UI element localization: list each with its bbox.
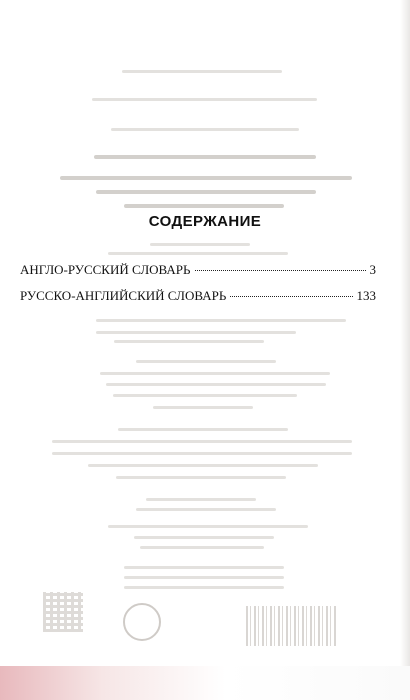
toc-entry-russian-english [20,288,376,304]
toc-entry-title: АНГЛО-РУССКИЙ СЛОВАРЬ [20,262,191,277]
dot-leader [195,270,366,271]
toc-entry-title: РУССКО-АНГЛИЙСКИЙ СЛОВАРЬ [20,288,227,303]
toc-heading: СОДЕРЖАНИЕ [148,213,262,230]
dot-leader [230,296,352,297]
book-cover-edge [0,666,410,700]
page-edge-shadow [400,0,410,700]
toc-entry-page-number: 133 [356,288,376,303]
toc-entry-english-russian [20,262,376,278]
toc-entry-page-number: 3 [369,262,376,277]
